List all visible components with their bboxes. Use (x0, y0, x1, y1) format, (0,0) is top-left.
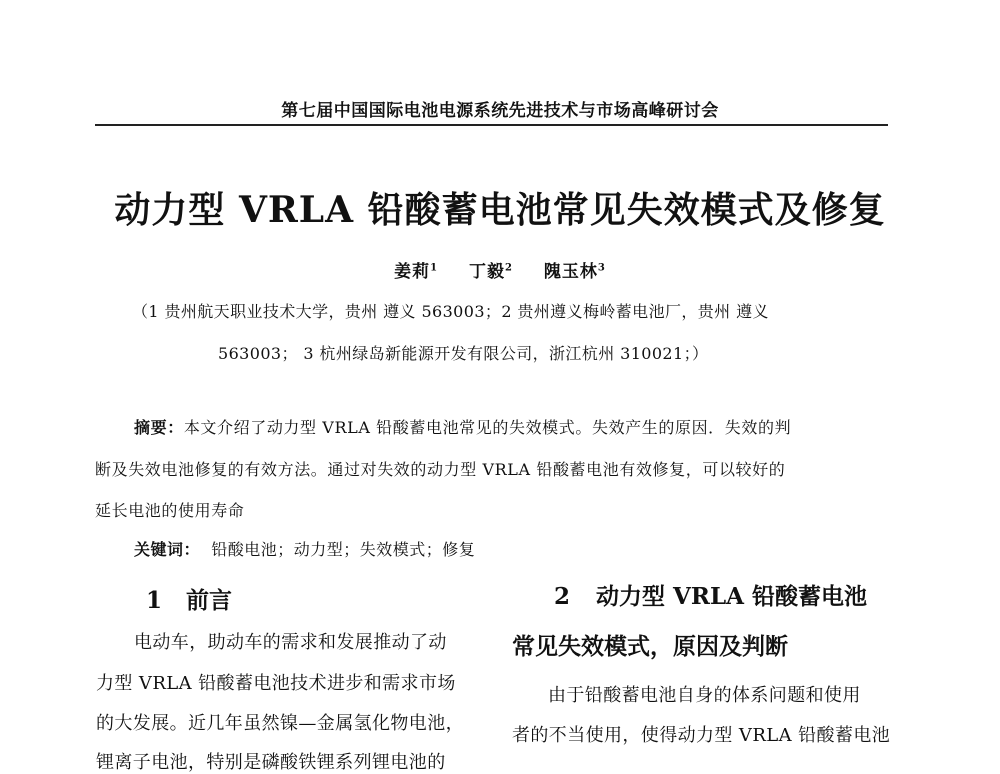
author-2-affiliation-mark: 2 (505, 262, 513, 274)
affiliation-line-2: 563003； 3 杭州绿岛新能源开发有限公司，浙江杭州 310021；） (218, 344, 709, 363)
abstract-line-2: 断及失效电池修复的有效方法。通过对失效的动力型 VRLA 铅酸蓄电池有效修复，可以较好的 (95, 460, 786, 479)
affiliation-line-1: （1 贵州航天职业技术大学，贵州 遵义 563003；2 贵州遵义梅岭蓄电池厂，贵州 遵义 (132, 302, 769, 321)
section-2-title-line-1: 动力型 VRLA 铅酸蓄电池 (596, 583, 868, 610)
conference-header: 第七届中国国际电池电源系统先进技术与市场高峰研讨会 (281, 101, 719, 121)
header-rule (95, 124, 888, 126)
section-2-heading (554, 578, 867, 611)
paper-title: 动力型 VRLA 铅酸蓄电池常见失效模式及修复 (114, 189, 886, 231)
author-1 (394, 262, 438, 282)
author-1-name: 姜莉 (394, 262, 431, 282)
abstract-line-1 (134, 415, 791, 438)
section-1-line-4: 锂离子电池，特别是磷酸铁锂系列锂电池的 (96, 752, 446, 773)
section-1-line-2: 力型 VRLA 铅酸蓄电池技术进步和需求市场 (96, 673, 456, 694)
abstract-text-1: 本文介绍了动力型 VRLA 铅酸蓄电池常见的失效模式。失效产生的原因．失效的判 (183, 418, 792, 437)
section-1-line-3: 的大发展。近几年虽然镍—金属氢化物电池， (96, 713, 464, 734)
section-1-line-1: 电动车，助动车的需求和发展推动了动 (134, 632, 447, 653)
author-2-name: 丁毅 (469, 262, 506, 282)
author-list (0, 257, 1000, 282)
keywords-line (134, 537, 475, 560)
keywords-label: 关键词： (134, 540, 201, 559)
section-2-line-1: 由于铅酸蓄电池自身的体系问题和使用 (548, 685, 861, 706)
section-1-title: 前言 (186, 587, 233, 614)
author-3 (544, 262, 606, 282)
section-2-number: 2 (554, 583, 571, 610)
keywords-text: 铅酸电池；动力型；失效模式；修复 (211, 540, 476, 559)
abstract-label: 摘要： (134, 418, 184, 437)
section-2-title-line-2: 常见失效模式，原因及判断 (512, 633, 788, 660)
author-1-affiliation-mark: 1 (430, 262, 439, 274)
section-2-line-2: 者的不当使用，使得动力型 VRLA 铅酸蓄电池 (512, 725, 891, 746)
abstract-line-3: 延长电池的使用寿命 (95, 501, 245, 520)
author-2 (469, 262, 513, 282)
section-1-heading (146, 582, 232, 615)
author-3-name: 隗玉林 (543, 262, 598, 282)
section-1-number: 1 (146, 587, 163, 614)
author-3-affiliation-mark: 3 (597, 262, 606, 274)
